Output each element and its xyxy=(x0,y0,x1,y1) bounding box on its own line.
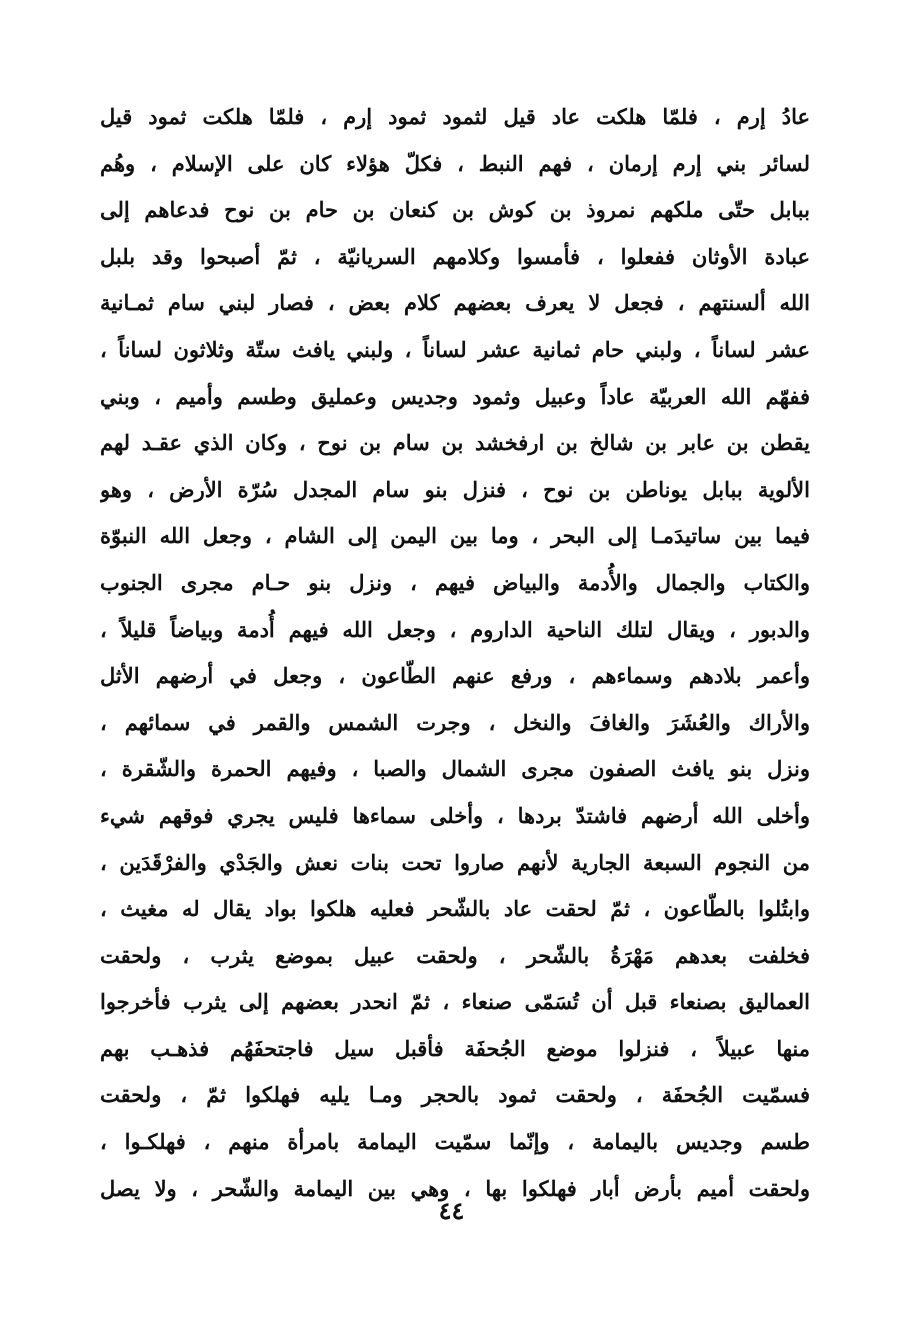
text-line: والأراك والعُشَرَ والغافَ والنخل ، وجرت الشمس والقمر في سمائهم ، xyxy=(100,709,810,735)
text-line: لسائر بني إرم إرمان ، فهم النبط ، فكلّ هؤلاء كان على الإسلام ، وهُم xyxy=(100,150,810,176)
text-line: العماليق بصنعاء قبل أن تُسَمّى صنعاء ، ثمّ انحدر بعضهم إلى يثرب فأخرجوا xyxy=(100,989,810,1015)
text-line: من النجوم السبعة الجارية لأنهم صاروا تحت بنات نعش والجَدْي والفرْقَدَين ، xyxy=(100,849,810,875)
text-line: فيما بين ساتيدَمـا إلى البحر ، وما بين اليمن إلى الشام ، وجعل الله النبوّة xyxy=(100,523,810,549)
text-line: منها عبيلاً ، فنزلوا موضع الجُحفَة فأقبل سيل فاجتحفَهُم فذهـب بهم xyxy=(100,1035,810,1061)
page-number: ٤٤ xyxy=(438,1196,465,1225)
text-line: عشر لساناً ، ولبني حام ثمانية عشر لساناً ، ولبني يافث ستّة وثلاثون لساناً ، xyxy=(100,336,810,362)
text-line: فسمّيت الجُحفَة ، ولحقت ثمود بالحجر ومـا يليه فهلكوا ثمّ ، ولحقت xyxy=(100,1082,810,1108)
text-line: والدبور ، ويقال لتلك الناحية الداروم ، وجعل الله فيهم أُدمة وبياضاً قليلاً ، xyxy=(100,616,810,642)
text-line: الألوية ببابل يوناطن بن نوح ، فنزل بنو سام المجدل سُرّة الأرض ، وهو xyxy=(100,476,810,502)
text-line: فخلفت بعدهم مَهْرَةُ بالشّحر ، ولحقت عبيل بموضع يثرب ، ولحقت xyxy=(100,942,810,968)
text-line: طسم وجديس باليمامة ، وإنّما سمّيت اليمامة بامرأة منهم ، فهلكـوا ، xyxy=(100,1129,810,1155)
text-line: ونزل بنو يافث الصفون مجرى الشمال والصبا ، وفيهم الحمرة والشّقرة ، xyxy=(100,756,810,782)
text-line: الله ألسنتهم ، فجعل لا يعرف بعضهم كلام بعض ، فصار لبني سام ثمـانية xyxy=(100,290,810,316)
text-line: والكتاب والجمال والأُدمة والبياض فيهم ، ونزل بنو حـام مجرى الجنوب xyxy=(100,569,810,595)
text-line: ففهّم الله العربيّة عاداً وعبيل وثمود وجديس وعمليق وطسم وأميم ، وبني xyxy=(100,383,810,409)
text-line: ولحقت أميم بأرض أبار فهلكوا بها ، وهي بين اليمامة والشّحر ، ولا يصل xyxy=(100,1175,810,1201)
text-line: يقطن بن عابر بن شالخ بن ارفخشد بن سام بن نوح ، وكان الذي عقـد لهم xyxy=(100,430,810,456)
text-line: وأخلى الله أرضهم فاشتدّ بردها ، وأخلى سماءها فليس يجري فوقهم شيء xyxy=(100,802,810,828)
text-line: عبادة الأوثان ففعلوا ، فأمسوا وكلامهم السريانيّة ، ثمّ أصبحوا وقد بلبل xyxy=(100,243,810,269)
text-line: وابتُلوا بالطّاعون ، ثمّ لحقت عاد بالشّحر فعليه هلكوا بواد يقال له مغيث ، xyxy=(100,896,810,922)
body-text xyxy=(100,94,810,1212)
text-line: عادُ إرم ، فلمّا هلكت عاد قيل لثمود ثمود إرم ، فلمّا هلكت ثمود قيل xyxy=(100,104,810,129)
text-line: ببابل حتّى ملكهم نمروذ بن كوش بن كنعان بن حام بن نوح فدعاهم إلى xyxy=(100,197,810,223)
text-line: وأعمر بلادهم وسماءهم ، ورفع عنهم الطّاعون ، وجعل في أرضهم الأثل xyxy=(100,663,810,689)
